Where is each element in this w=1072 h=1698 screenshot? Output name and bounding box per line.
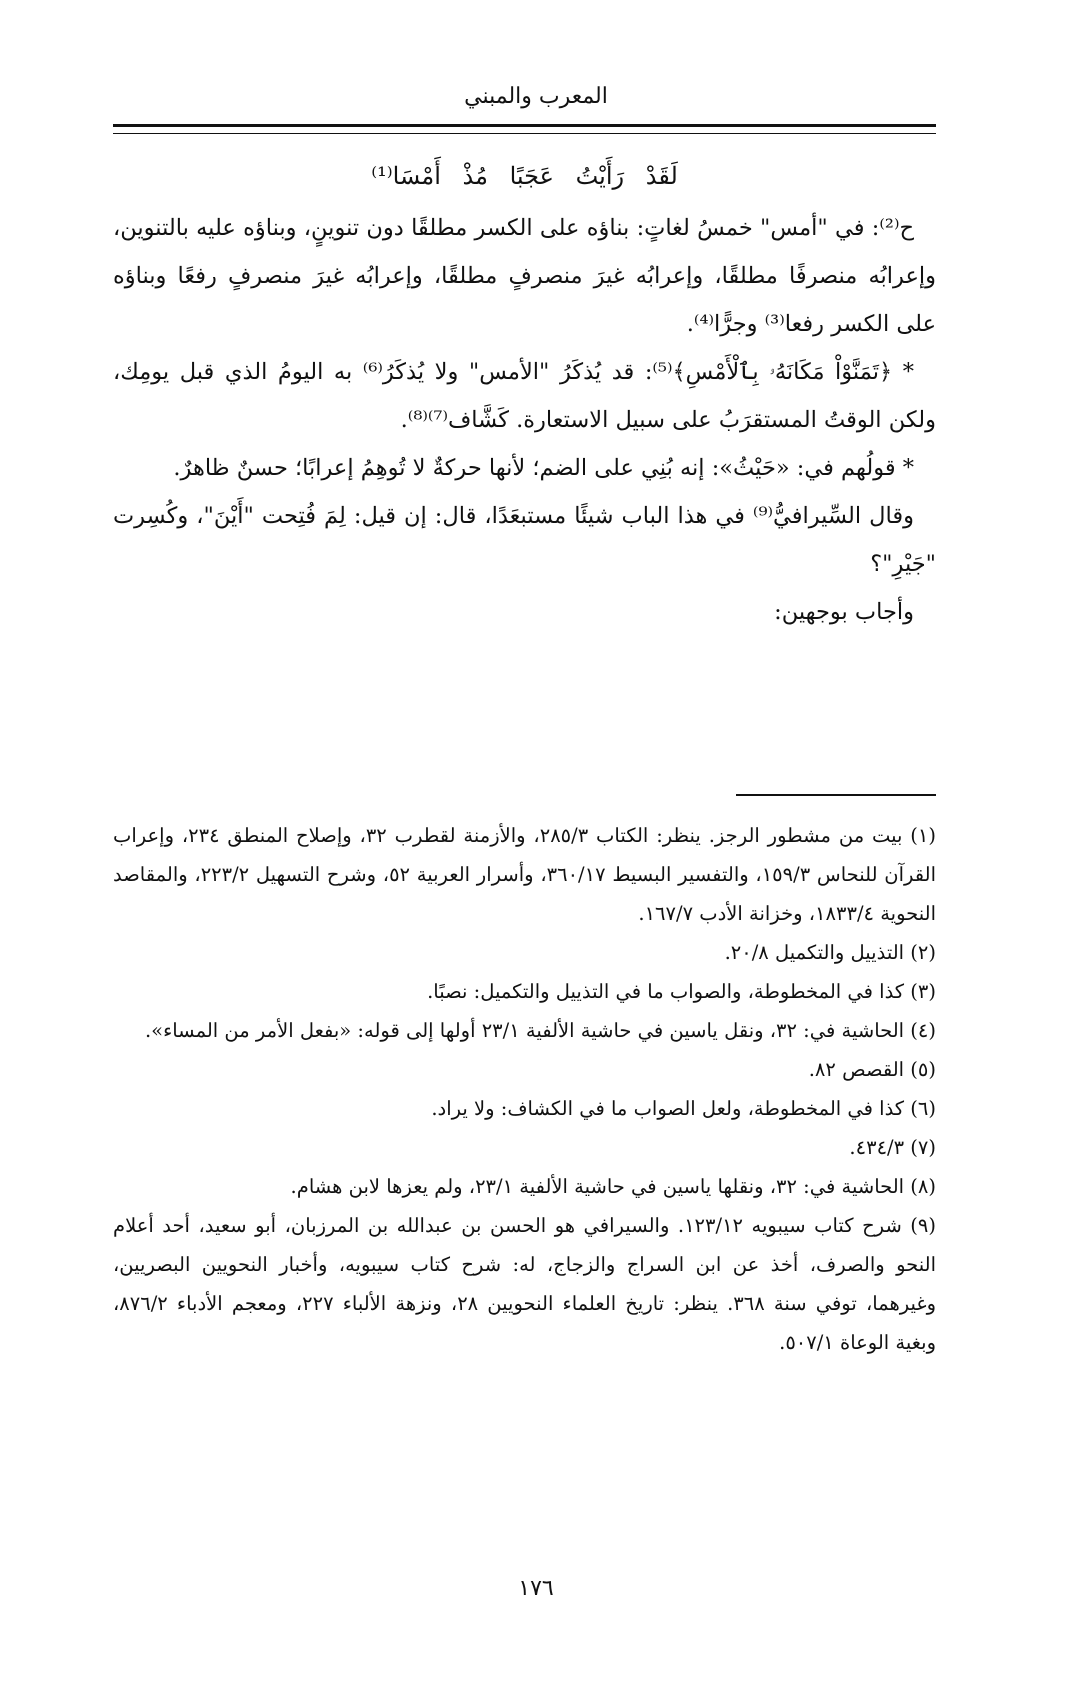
paragraph-ams: ح⁽²⁾: في "أمس" خمسُ لغاتٍ: بناؤه على الكسر مطلقًا دون تنوينٍ، وبناؤه عليه بالتنوين، وإعرابُه منصرفًا مطلقًا، وإعرابُه غيرَ منصرفٍ مطلقًا، وإعرابُه غيرَ منصرفٍ رفعًا وبناؤه على الكسر رفعا⁽³⁾ وجرًّا⁽⁴⁾. (113, 215, 936, 337)
paragraph-answer: وأجاب بوجهين: (774, 599, 914, 625)
footnote-7: (٧) ٤٣٤/٣. (849, 1136, 936, 1159)
paragraph-haythu: * قولُهم في: «حَيْثُ»: إنه بُنِي على الضم؛ لأنها حركةٌ لا تُوهِمُ إعرابًا؛ حسنٌ ظاهرٌ. (173, 455, 914, 481)
main-text (113, 148, 936, 636)
header-rule-thin (113, 133, 936, 134)
footnote-4: (٤) الحاشية في: ٣٢، ونقل ياسين في حاشية الألفية ٢٣/١ أولها إلى قوله: «بفعل الأمر من المساء». (144, 1019, 936, 1042)
running-title: المعرب والمبني (464, 84, 608, 109)
paragraph-sirafi: وقال السِّيرافيُّ⁽⁹⁾ في هذا الباب شيئًا مستبعَدًا، قال: إن قيل: لِمَ فُتِحت "أَيْنَ"، وكُسِرت "جَيْرِ"؟ (113, 503, 936, 577)
verse-line: لَقَدْ رَأَيْتُ عَجَبًا مُذْ أَمْسَا⁽¹⁾ (371, 162, 678, 190)
footnote-2: (٢) التذييل والتكميل ٢٠/٨. (724, 941, 936, 964)
footnotes (113, 816, 936, 1362)
footnote-3: (٣) كذا في المخطوطة، والصواب ما في التذييل والتكميل: نصبًا. (427, 980, 936, 1003)
footnote-8: (٨) الحاشية في: ٣٢، ونقلها ياسين في حاشية الألفية ٢٣/١، ولم يعزها لابن هشام. (290, 1175, 936, 1198)
footnote-5: (٥) القصص ٨٢. (808, 1058, 936, 1081)
footnote-separator (736, 794, 936, 796)
footnote-1: (١) بيت من مشطور الرجز. ينظر: الكتاب ٢٨٥/٣، والأزمنة لقطرب ٣٢، وإصلاح المنطق ٢٣٤، وإعراب القرآن للنحاس ١٥٩/٣، والتفسير البسيط ٣٦٠/١٧، وأسرار العربية ٥٢، وشرح التسهيل ٢٢٣/٢، والمقاصد النحوية ١٨٣٣/٤، وخزانة الأدب ١٦٧/٧. (113, 824, 937, 925)
footnote-9: (٩) شرح كتاب سيبويه ١٢٣/١٢. والسيرافي هو الحسن بن عبدالله بن المرزبان، أبو سعيد، أحد أعلام النحو والصرف، أخذ عن ابن السراج والزجاج، له: شرح كتاب سيبويه، وأخبار النحويين البصريين، وغيرهما، توفي سنة ٣٦٨. ينظر: تاريخ العلماء النحويين ٢٨، ونزهة الألباء ٢٢٧، ومعجم الأدباء ٨٧٦/٢، وبغية الوعاة ٥٠٧/١. (113, 1214, 937, 1354)
footnote-6: (٦) كذا في المخطوطة، ولعل الصواب ما في الكشاف: ولا يراد. (431, 1097, 936, 1120)
header-rule-thick (113, 124, 936, 127)
paragraph-quran-ams: * ﴿تَمَنَّوْاْ مَكَانَهُۥ بِٱلْأَمْسِ﴾⁽⁵⁾: قد يُذكَرُ "الأمس" ولا يُذكَرُ⁽⁶⁾ به اليومُ الذي قبل يومِك، ولكن الوقتُ المستقرَبُ على سبيل الاستعارة. كَشَّاف⁽⁷⁾⁽⁸⁾. (113, 359, 936, 433)
page-number: ١٧٦ (518, 1576, 554, 1601)
